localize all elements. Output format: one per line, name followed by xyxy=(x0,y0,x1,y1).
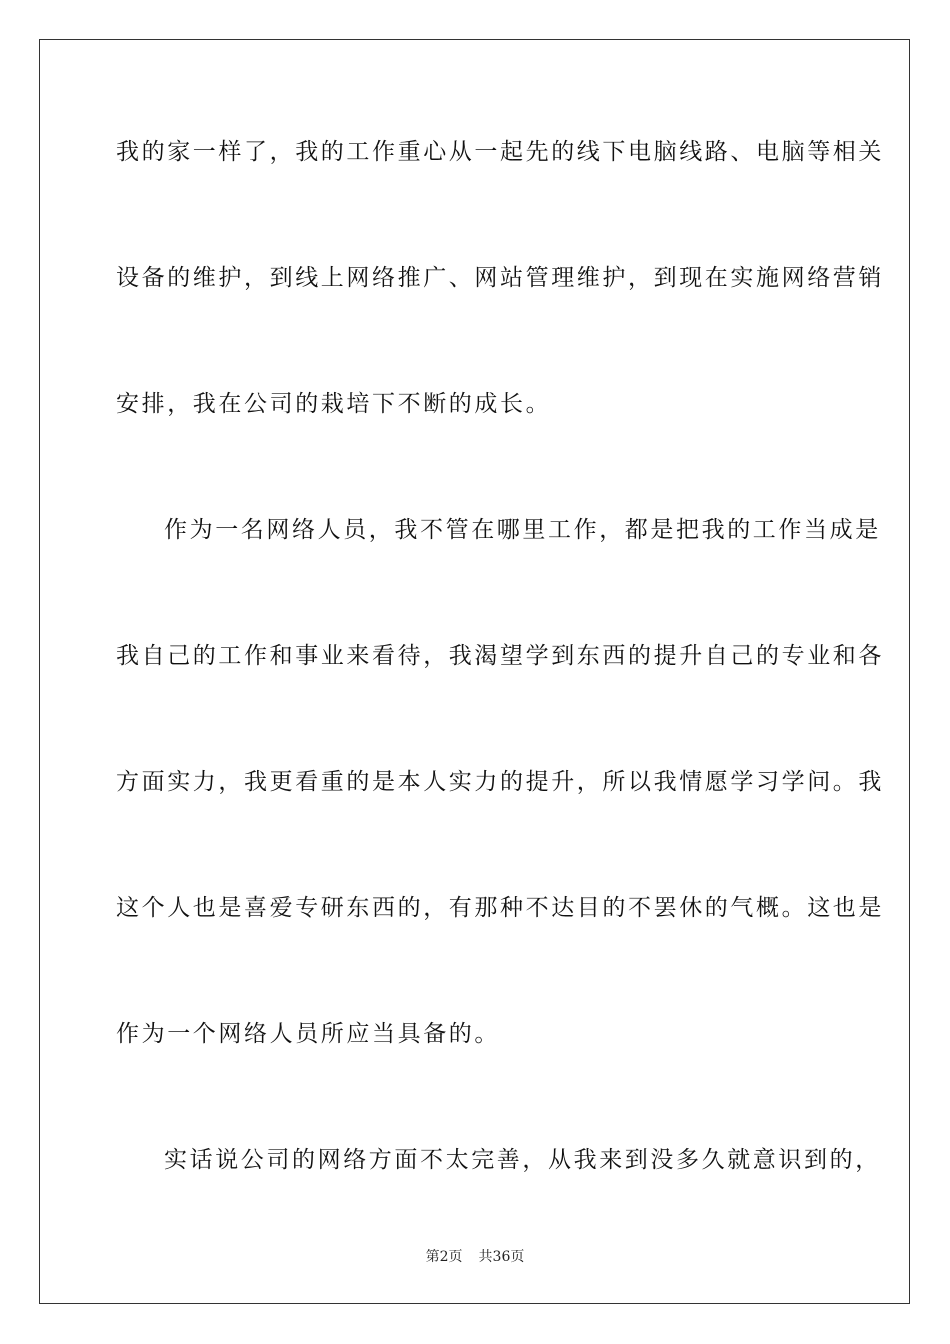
text-line-2: 设备的维护，到线上网络推广、网站管理维护，到现在实施网络营销 xyxy=(116,265,884,291)
document-body xyxy=(116,125,884,1259)
page-total: 共36页 xyxy=(478,1249,525,1265)
text-line-7: 这个人也是喜爱专研东西的，有那种不达目的不罢休的气概。这也是 xyxy=(116,895,884,921)
page-footer xyxy=(0,1246,950,1266)
text-line-4: 作为一名网络人员，我不管在哪里工作，都是把我的工作当成是 xyxy=(164,517,881,543)
text-line-8: 作为一个网络人员所应当具备的。 xyxy=(116,1021,500,1047)
text-line-1: 我的家一样了，我的工作重心从一起先的线下电脑线路、电脑等相关 xyxy=(116,139,884,165)
text-line-3: 安排，我在公司的栽培下不断的成长。 xyxy=(116,391,552,417)
text-line-9: 实话说公司的网络方面不太完善，从我来到没多久就意识到的， xyxy=(164,1147,881,1173)
text-line-5: 我自己的工作和事业来看待，我渴望学到东西的提升自己的专业和各 xyxy=(116,643,884,669)
page-number: 第2页 xyxy=(425,1249,463,1265)
text-line-6: 方面实力，我更看重的是本人实力的提升，所以我情愿学习学问。我 xyxy=(116,769,884,795)
